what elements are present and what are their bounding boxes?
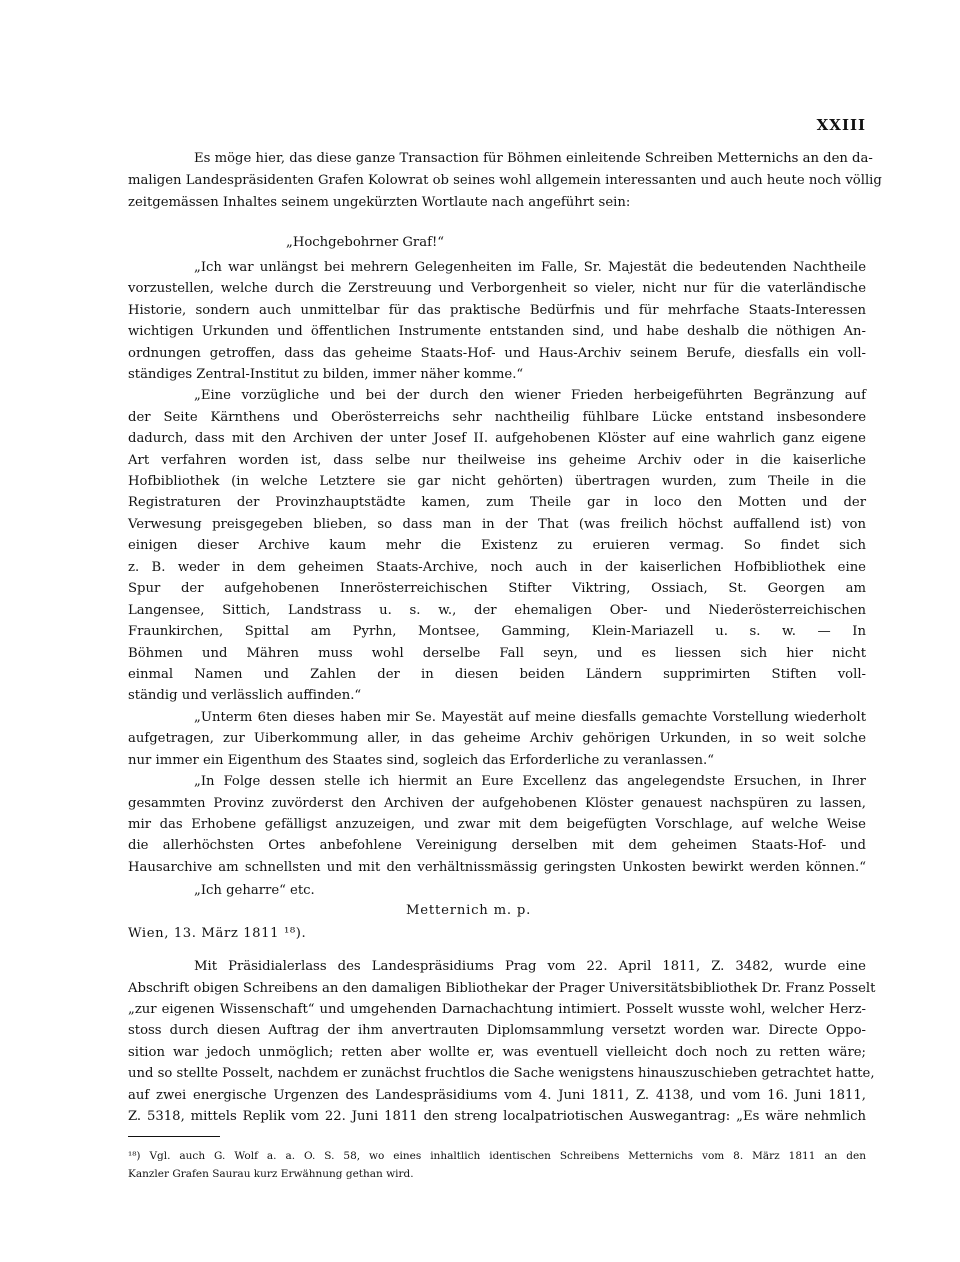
letter-line: „In Folge dessen stelle ich hiermit an Eure Excellenz das angelegendste Ersuchen, in Ihrer <box>194 774 866 789</box>
letter-line: wichtigen Urkunden und öffentlichen Instrumente entstanden sind, und habe deshalb die nöthigen An- <box>128 324 866 339</box>
letter-line: Spur der aufgehobenen Innerösterreichischen Stifter Viktring, Ossiach, St. Georgen am <box>128 581 866 596</box>
letter-line: Hausarchive am schnellsten und mit den verhältnissmässig geringsten Unkosten bewirkt werden können.“ <box>128 860 866 875</box>
letter-line: Verwesung preisgegeben blieben, so dass man in der That (was freilich höchst auffallend ist) von <box>128 517 866 532</box>
body-line: und so stellte Posselt, nachdem er zunächst fruchtlos die Sache wenigstens hinauszuschieben getrachtet hatte, <box>128 1066 875 1081</box>
letter-line: nur immer ein Eigenthum des Staates sind, sogleich das Erforderliche zu veranlassen.“ <box>128 753 714 768</box>
body-line: Abschrift obigen Schreibens an den damaligen Bibliothekar der Prager Universitätsbibliothek Dr. Franz Posselt <box>128 981 876 996</box>
letter-line: Langensee, Sittich, Landstrass u. s. w., der ehemaligen Ober- und Niederösterreichischen <box>128 603 866 618</box>
body-line: stoss durch diesen Auftrag der ihm anvertrauten Diplomsammlung versetzt worden war. Directe Oppo- <box>128 1023 866 1038</box>
body-line: auf zwei energische Urgenzen des Landespräsidiums vom 4. Juni 1811, Z. 4138, und vom 16. Juni 1811, <box>128 1088 866 1103</box>
place-date: Wien, 13. März 1811 ¹⁸). <box>128 926 307 941</box>
body-line: sition war jedoch unmöglich; retten aber wollte er, was eventuell vielleicht doch noch zu retten wäre; <box>128 1045 866 1060</box>
signature: Metternich m. p. <box>406 903 532 918</box>
letter-line: einigen dieser Archive kaum mehr die Existenz zu eruieren vermag. So findet sich <box>128 538 866 553</box>
letter-line: ständiges Zentral-Institut zu bilden, immer näher komme.“ <box>128 367 524 382</box>
letter-line: Böhmen und Mähren muss wohl derselbe Fall seyn, und es liessen sich hier nicht <box>128 646 866 661</box>
letter-salutation: „Hochgebohrner Graf!“ <box>286 235 444 250</box>
letter-line: dadurch, dass mit den Archiven der unter Josef II. aufgehobenen Klöster auf eine wahrlich ganz eigene <box>128 431 866 446</box>
body-line: „zur eigenen Wissenschaft“ und umgehenden Darnachachtung intimiert. Posselt wusste wohl, welcher Herz- <box>128 1002 866 1017</box>
footnote-line: ¹⁸) Vgl. auch G. Wolf a. a. O. S. 58, wo eines inhaltlich identischen Schreibens Metternichs vom 8. März 1811 an den <box>128 1150 866 1162</box>
intro-line: zeitgemässen Inhaltes seinem ungekürzten Wortlaute nach angeführt sein: <box>128 195 631 210</box>
intro-line: maligen Landespräsidenten Grafen Kolowrat ob seines wohl allgemein interessanten und auch heute noch völlig <box>128 173 882 188</box>
letter-line: aufgetragen, zur Uiberkommung aller, in das geheime Archiv gehörigen Urkunden, in so weit solche <box>128 731 866 746</box>
letter-line: „Ich war unlängst bei mehrern Gelegenheiten im Falle, Sr. Majestät die bedeutenden Nachtheile <box>194 260 866 275</box>
letter-line: Hofbibliothek (in welche Letztere sie gar nicht gehörten) übertragen wurden, zum Theile in die <box>128 474 866 489</box>
letter-line: gesammten Provinz zuvörderst den Archiven der aufgehobenen Klöster genauest nachspüren zu lassen, <box>128 796 866 811</box>
footnote-rule <box>128 1136 220 1137</box>
letter-line: Art verfahren worden ist, dass selbe nur theilweise ins geheime Archiv oder in die kaiserliche <box>128 453 866 468</box>
body-line: Mit Präsidialerlass des Landespräsidiums Prag vom 22. April 1811, Z. 3482, wurde eine <box>194 959 866 974</box>
letter-line: die allerhöchsten Ortes anbefohlene Vereinigung derselben mit dem geheimen Staats-Hof- und <box>128 838 866 853</box>
letter-line: ordnungen getroffen, dass das geheime Staats-Hof- und Haus-Archiv seinem Berufe, diesfalls ein voll- <box>128 346 866 361</box>
letter-line: z. B. weder in dem geheimen Staats-Archive, noch auch in der kaiserlichen Hofbibliothek eine <box>128 560 866 575</box>
letter-line: Historie, sondern auch unmittelbar für das praktische Bedürfnis und für mehrfache Staats-Interessen <box>128 303 866 318</box>
letter-line: Fraunkirchen, Spittal am Pyrhn, Montsee, Gamming, Klein-Mariazell u. s. w. — In <box>128 624 866 639</box>
letter-closing: „Ich geharre“ etc. <box>194 883 315 898</box>
letter-line: einmal Namen und Zahlen der in diesen beiden Ländern supprimirten Stiften voll- <box>128 667 866 682</box>
letter-line: vorzustellen, welche durch die Zerstreuung und Verborgenheit so vieler, nicht nur für die vaterländische <box>128 281 866 296</box>
letter-line: der Seite Kärnthens und Oberösterreichs sehr nachtheilig fühlbare Lücke entstand insbesondere <box>128 410 866 425</box>
footnote-line: Kanzler Grafen Saurau kurz Erwähnung gethan wird. <box>128 1168 414 1180</box>
letter-line: „Unterm 6ten dieses haben mir Se. Mayestät auf meine diesfalls gemachte Vorstellung wiederholt <box>194 710 866 725</box>
body-line: Z. 5318, mittels Replik vom 22. Juni 1811 den streng localpatriotischen Auswegantrag: „Es wäre nehmlich <box>128 1109 866 1124</box>
letter-line: „Eine vorzügliche und bei der durch den wiener Frieden herbeigeführten Begränzung auf <box>194 388 866 403</box>
letter-line: Registraturen der Provinzhauptstädte kamen, zum Theile gar in loco den Motten und der <box>128 495 866 510</box>
intro-line: Es möge hier, das diese ganze Transaction für Böhmen einleitende Schreiben Metternichs an den da- <box>194 151 873 166</box>
letter-line: mir das Erhobene gefälligst anzuzeigen, und zwar mit dem beigefügten Vorschlage, auf welche Weise <box>128 817 866 832</box>
page-number: XXIII <box>816 116 866 134</box>
letter-line: ständig und verlässlich auffinden.“ <box>128 688 362 703</box>
